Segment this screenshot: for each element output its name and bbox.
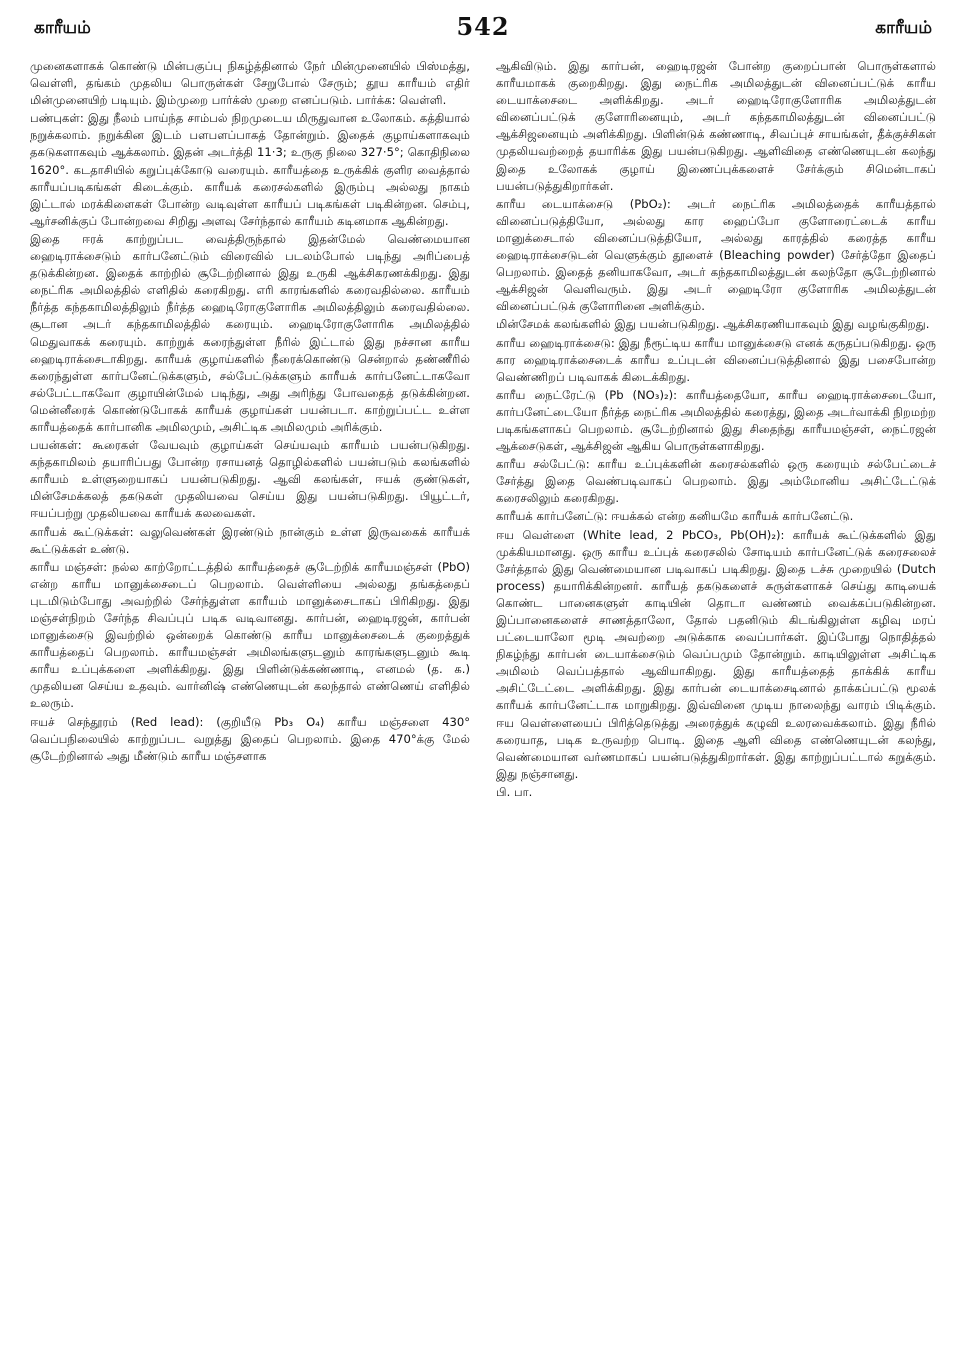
author-initials: பி. பா.: [496, 784, 533, 799]
running-header: [30, 8, 936, 58]
header-left-title: காரீயம்: [34, 18, 91, 38]
paragraph: ஈய வெள்ளை (White lead, 2 PbCO₃, Pb(OH)₂): காரீயக் கூட்டுக்களில் இது முக்கியமானது. ஒரு காரீய உப்புக் கரைசலில் சோடியம் கார்பனேட்டுக் கரைசலைச் சேர்த்தால் இது வெண்மையான படிவாகப் படிகிறது. இதை டச்சு முறையில் (Dutch process) தயாரிக்கின்றனர். காரீயத் தகடுகளைச் சுருள்களாகச் செய்து காடியைக் கொண்ட பானைகளுள் காடியின் தொடா வண்ணம் வைக்கப்படுகின்றன. இப்பானைகளைச் சாணத்தாலோ, தோல் பதனிடும் கிடங்கிலுள்ள கழிவு மரப் பட்டையாலோ மூடி அவற்றை அடுக்காக வைப்பார்கள். இப்போது நொதித்தல் நிகழ்ந்து கார்பன் டையாக்சைடும் வெப்பமும் தோன்றும். காடியிலுள்ள அசிட்டிக அமிலம் வெப்பத்தால் ஆவியாகிறது. இது காரீயத்தைத் தாக்கிக் காரீய அசிட்டேட்டை அளிக்கிறது. இது கார்பன் டையாக்சைடினால் தாக்கப்பட்டு மூலக் காரீயக் கார்பனேட்டாக மாறுகிறது. இவ்வினை முடிய நாலைந்து வாரம் பிடிக்கும். ஈய வெள்ளையைப் பிரித்தெடுத்து அரைத்துக் கழுவி உலரவைக்கலாம். இது நீரில் கரையாத, படிக உருவற்ற பொடி. இதை ஆளி விதை எண்ணெயுடன் கலந்து, வெண்மையான வர்ணமாகப் பயன்படுத்துகிறார்கள். இது காற்றுப்பட்டால் கறுக்கும். இது நஞ்சானது.: [496, 527, 936, 781]
paragraph: காரீய சல்பேட்டு: காரீய உப்புக்களின் கரைசல்களில் ஒரு கரையும் சல்பேட்டைச் சேர்த்து இதை வெண்படிவாகப் பெறலாம். இது அம்மோனிய அசிட்டேட்டுக் கரைசலிலும் கரைகிறது.: [496, 457, 936, 506]
paragraph: மின்சேமக் கலங்களில் இது பயன்படுகிறது. ஆக்சிகரணியாகவும் இது வழங்குகிறது.: [496, 317, 930, 332]
paragraph: காரீய மஞ்சள்: நல்ல காற்றோட்டத்தில் காரீயத்தைச் சூடேற்றிக் காரீயமஞ்சள் (PbO) என்ற காரீய மானுக்சைடைப் பெறலாம். வெள்ளியை அல்லது தங்கத்தைப் புடமிடும்போது அவற்றில் சேர்ந்துள்ள காரீயம் மானுக்சைடாகப் பிரிகிறது. இது மஞ்சள்நிறம் சேர்ந்த சிவப்புப் படிக வடிவானது. கார்பன், ஹைடிரஜன், கார்பன் மானுக்சைடு இவற்றில் ஒன்றைக் கொண்டு காரீய மானுக்சைடைக் குறைத்துக் காரீயத்தைப் பெறலாம். காரீயமஞ்சள் அமிலங்களுடனும் காரங்களுடனும் கூடி காரீய உப்புக்களை அளிக்கிறது. இது பிளின்டுக்கண்ணாடி, எனமல் (த. க.) முதலியன செய்ய உதவும். வார்னிஷ் எண்ணெயுடன் கலந்தால் எண்ணெய் எளிதில் உலரும்.: [30, 559, 470, 711]
left-column: [30, 58, 470, 802]
paragraph: காரீயக் கார்பனேட்டு: ஈயக்கல் என்ற கனியமே காரீயக் கார்பனேட்டு.: [496, 509, 854, 524]
header-right-title: காரீயம்: [875, 18, 932, 38]
paragraph: பண்புகள்: இது நீலம் பாய்ந்த சாம்பல் நிறமுடைய மிருதுவான உலோகம். கத்தியால் நறுக்கலாம். நறுக்கின இடம் பளபளப்பாகத் தோன்றும். இதைக் குழாய்களாகவும் தகடுகளாகவும் ஆக்கலாம். இதன் அடர்த்தி 11·3; உருகு நிலை 327·5°; கொதிநிலை 1620°. கடதாசியில் கறுப்புக்கோடு வரையும். காரீயத்தை உருக்கிக் குளிர வைத்தால் காரீயப்படிகங்கள் கிடைக்கும். காரீயக் கரைசல்களில் இரும்பு அல்லது நாகம் இட்டால் மரக்கிளைகள் போன்ற வடிவுள்ள காரீயப் படிகங்கள் படிகின்றன. செம்பு, ஆர்சனிக்குப் போன்றவை சிறிது அளவு சேர்ந்தால் காரீயம் கடினமாக ஆகின்றது.: [30, 111, 470, 228]
paragraph: இதை ஈரக் காற்றுப்பட வைத்திருந்தால் இதன்மேல் வெண்மையான ஹைடிராக்சைடும் கார்பனேட்டும் விரைவில் படலம்போல் படிந்து அரிப்பைத் தடுக்கின்றன. இதைக் காற்றில் சூடேற்றினால் இது உருகி ஆக்சிகரணக்கிறது. இது நைட்ரிக அமிலத்தில் எளிதில் கரைகிறது. எரி காரங்களில் கரைவதில்லை. காரீயம் நீர்த்த கந்தகாமிலத்திலும் நீர்த்த ஹைடிரோகுளோரிக அமிலத்திலும் கரைவதில்லை. சூடான அடர் கந்தகாமிலத்தில் கரையும். ஹைடிரோகுளோரிக அமிலத்தில் மெதுவாகக் கரையும். காற்றுக் கரைந்துள்ள நீரில் இட்டால் இது நச்சான காரீய ஹைடிராக்சைடாகிறது. காரீயக் குழாய்களில் நீரைக்கொண்டு சென்றால் தண்ணீரில் கரைந்துள்ள கார்பனேட்டுக்களும், சல்பேட்டுக்களும் காரீயக் கார்பனேட்டாகவோ சல்பேட்டாகவோ குழாயின்மேல் படிந்து, அது அரிந்து போவதைத் தடுக்கின்றன. மென்னீரைக் கொண்டுபோகக் காரீயக் குழாய்கள் பயன்படா. காற்றுப்பட்ட உள்ள காரீயத்தைக் கார்பானிக அமிலமும், அசிட்டிக அமிலமும் அரிக்கும்.: [30, 231, 470, 434]
paragraph: ஆகிவிடும். இது கார்பன், ஹைடிரஜன் போன்ற குறைப்பான் பொருள்களால் காரீயமாகக் குறைகிறது. இது நைட்ரிக அமிலத்துடன் வினைப்பட்டுக் காரீய டையாக்சைடை அளிக்கிறது. அடர் ஹைடிரோகுளோரிக அமிலத்துடன் வினைப்பட்டுக் குளோரினையும், அடர் கந்தகாமிலத்துடன் வினைப்பட்டு ஆக்சிஜனையும் அளிக்கிறது. பிளின்டுக் கண்ணாடி, சிவப்புச் சாயங்கள், தீக்குச்சிகள் முதலியவற்றைத் தயாரிக்க இது பயன்படுகிறது. ஆளிவிதை எண்ணெயுடன் கலந்து இதை உலோகக் குழாய் இணைப்புக்களைச் சேர்க்கும் சிமென்டாகப் பயன்படுத்துகிறார்கள்.: [496, 59, 936, 193]
paragraph: ஈயச் செந்தூரம் (Red lead): (குறியீடு Pb₃ O₄) காரீய மஞ்சளை 430° வெப்பநிலையில் காற்றுப்பட வறுத்து இதைப் பெறலாம். இதை 470°க்கு மேல் சூடேற்றினால் அது மீண்டும் காரீய மஞ்சளாக: [30, 714, 470, 763]
page-number: 542: [456, 12, 510, 41]
right-column: [496, 58, 936, 802]
two-column-body: [30, 58, 936, 802]
paragraph: காரீய ஹைடிராக்சைடு: இது நீரூட்டிய காரீய மானுக்சைடு எனக் கருதப்படுகிறது. ஒரு கார ஹைடிராக்சைடைக் காரீய உப்புடன் வினைப்படுத்தினால் இது பசைபோன்ற வெண்ணிறப் படிவாகக் கிடைக்கிறது.: [496, 335, 936, 384]
paragraph: காரீய டையாக்சைடு (PbO₂): அடர் நைட்ரிக அமிலத்தைக் காரீயத்தால் வினைப்படுத்தியோ, அல்லது கார ஹைப்போ குளோரைட்டைக் காரீய மானுக்சைடால் வினைப்படுத்தியோ, அல்லது காரத்தில் கரைத்த காரீய ஹைடிராக்சைடுடன் வெளுக்கும் தூளைச் (Bleaching powder) சேர்த்தோ இதைப் பெறலாம். இதைத் தனியாகவோ, அடர் கந்தகாமிலத்துடன் கலந்தோ சூடேற்றினால் ஆக்சிஜன் வெளிவரும். இது அடர் ஹைடிரோ குளோரிக அமிலத்துடன் வினைப்பட்டுக் குளோரினை அளிக்கும்.: [496, 196, 936, 314]
paragraph: காரீய நைட்ரேட்டு (Pb (NO₃)₂): காரீயத்தையோ, காரீய ஹைடிராக்சைடையோ, கார்பனேட்டையோ நீர்த்த நைட்ரிக அமிலத்தில் கரைத்து, இதை அடர்வாக்கி நிறமற்ற படிகங்களாகப் பெறலாம். சூடேற்றினால் இது சிதைந்து காரீயமஞ்சள், நைட்ரஜன் ஆக்சைடுகள், ஆக்சிஜன் ஆகிய பொருள்களாகிறது.: [496, 387, 936, 454]
paragraph: பயன்கள்: கூரைகள் வேயவும் குழாய்கள் செய்யவும் காரீயம் பயன்படுகிறது. கந்தகாமிலம் தயாரிப்பது போன்ற ரசாயனத் தொழில்களில் பயன்படும் கலங்களில் காரீயம் உள்ளுறையாகப் பயன்படுகிறது. ஆவி கலங்கள், ஈயக் குண்டுகள், மின்சேமக்கலத் தகடுகள் முதலியவை செய்ய இது பயன்படுகிறது. பியூட்டர், ஈயப்பற்று முதலியவை காரீயக் கலவைகள்.: [30, 438, 470, 521]
paragraph: முனைகளாகக் கொண்டு மின்பகுப்பு நிகழ்த்தினால் நேர் மின்முனையில் பிஸ்மத்து, வெள்ளி, தங்கம் முதலிய பொருள்கள் சேறுபோல் சேரும்; தூய காரீயம் எதிர் மின்முனையிற் படியும். இம்முறை பார்க்ஸ் முறை எனப்படும். பார்க்க: வெள்ளி.: [30, 59, 470, 108]
paragraph: காரீயக் கூட்டுக்கள்: வலுவெண்கள் இரண்டும் நான்கும் உள்ள இருவகைக் காரீயக் கூட்டுக்கள் உண்டு.: [30, 524, 470, 556]
